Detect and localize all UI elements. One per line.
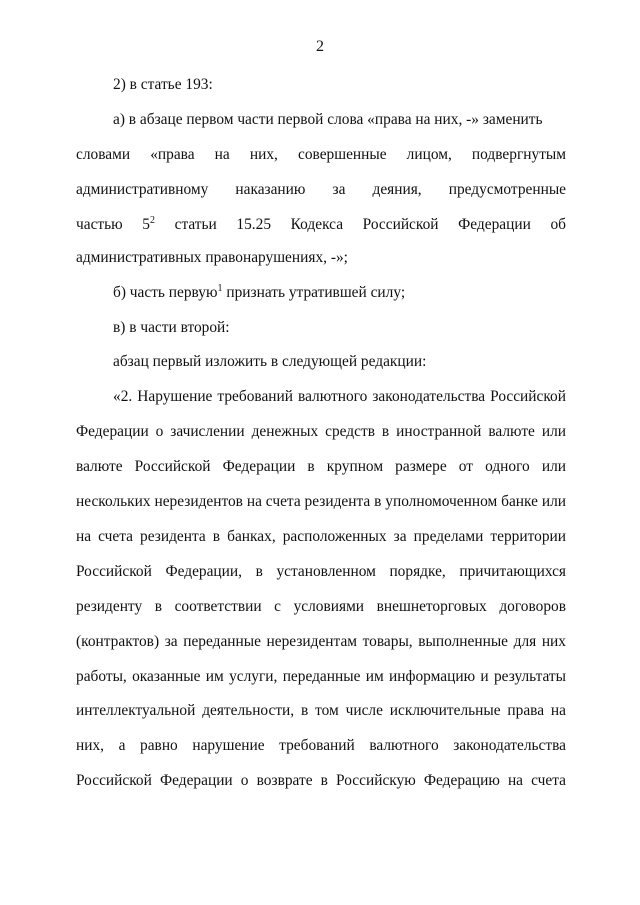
- text-line: 2) в статье 193:: [113, 76, 213, 93]
- text-line: них, а равно нарушение требований валютного законодательства: [76, 737, 566, 754]
- text-segment: статьи 15.25 Кодекса Российской Федерации об: [154, 216, 566, 233]
- superscript: 1: [217, 283, 223, 294]
- superscript: 2: [149, 215, 155, 226]
- page-number: 2: [316, 38, 324, 55]
- text-line: резиденту в соответствии с условиями внешнеторговых договоров: [76, 598, 566, 615]
- text-line: [76, 215, 566, 235]
- text-line: (контрактов) за переданные нерезидентам товары, выполненные для них: [76, 633, 566, 650]
- text-line: на счета резидента в банках, расположенных за пределами территории: [76, 528, 566, 545]
- text-line: валюте Российской Федерации в крупном размере от одного или: [76, 458, 566, 475]
- text-segment: б) часть первую: [113, 284, 218, 301]
- text-line: в) в части второй:: [113, 319, 230, 336]
- text-line: административных правонарушениях, -»;: [76, 249, 348, 266]
- text-line: абзац первый изложить в следующей редакции:: [113, 353, 427, 370]
- text-line: административному наказанию за деяния, предусмотренные: [76, 181, 566, 198]
- text-line: а) в абзаце первом части первой слова «права на них, -» заменить: [113, 111, 543, 128]
- text-line: Российской Федерации о возврате в Российскую Федерацию на счета: [76, 772, 566, 789]
- text-line: интеллектуальной деятельности, в том числе исключительные права на: [76, 702, 566, 719]
- text-line: Российской Федерации, в установленном порядке, причитающихся: [76, 563, 566, 580]
- text-line: [113, 283, 566, 303]
- text-line: словами «права на них, совершенные лицом, подвергнутым: [76, 146, 566, 163]
- text-segment: частью 5: [76, 216, 150, 233]
- text-segment: признать утратившей силу;: [222, 284, 406, 301]
- text-line: Федерации о зачислении денежных средств в иностранной валюте или: [76, 423, 566, 440]
- text-line: «2. Нарушение требований валютного законодательства Российской: [113, 388, 566, 405]
- text-line: нескольких нерезидентов на счета резидента в уполномоченном банке или: [76, 493, 566, 510]
- text-line: работы, оказанные им услуги, переданные им информацию и результаты: [76, 668, 566, 685]
